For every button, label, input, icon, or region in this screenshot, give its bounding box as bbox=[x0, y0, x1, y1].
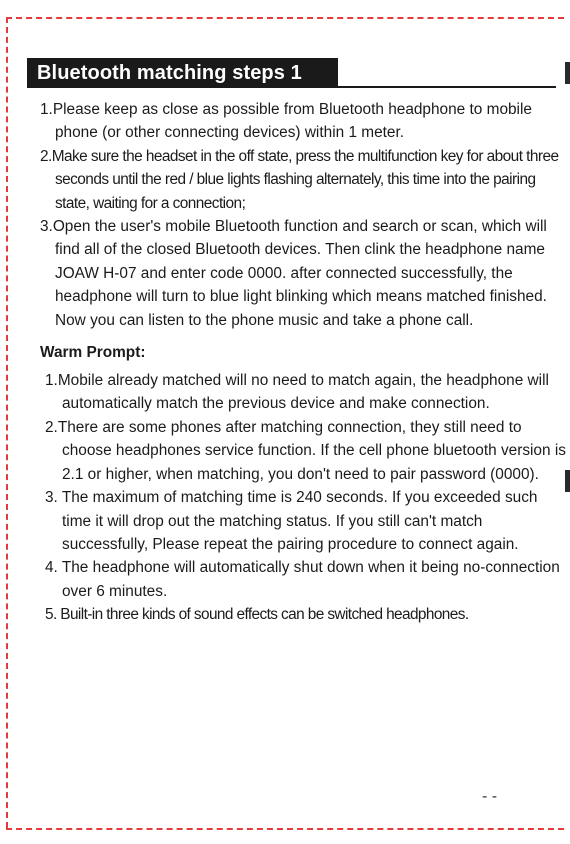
warm-prompt-list bbox=[0, 369, 570, 626]
title-underline bbox=[338, 86, 556, 88]
prompt-item: 4. The headphone will automatically shut down when it being no-connection over 6 minutes. bbox=[45, 559, 560, 600]
warm-prompt-heading: Warm Prompt: bbox=[40, 344, 146, 362]
page-mark: - - bbox=[482, 788, 498, 805]
section-title: Bluetooth matching steps 1 bbox=[27, 58, 338, 88]
prompt-item: 2.There are some phones after matching connection, they still need to choose headphones service function. If the cell phone bluetooth version is 2.1 or higher, when matching, you don't need to pair password (0000). bbox=[45, 418, 566, 483]
step-item: 3.Open the user's mobile Bluetooth function and search or scan, which will find all of the closed Bluetooth devices. Then clink the headphone name JOAW H-07 and enter code 0000. after connected successfully, the headphone will turn to blue light blinking which means matched finished. Now you can listen to the phone music and take a phone call. bbox=[40, 218, 547, 329]
prompt-item: 5. Built-in three kinds of sound effects can be switched headphones. bbox=[45, 606, 469, 624]
matching-steps-list bbox=[0, 98, 570, 332]
step-item: 2.Make sure the headset in the off state, press the multifunction key for about three seconds until the red / blue lights flashing alternately, this time into the pairing state, waiting for a connection; bbox=[40, 147, 559, 212]
edge-mark-top bbox=[565, 62, 570, 84]
dashed-border-bottom bbox=[6, 828, 564, 830]
step-item: 1.Please keep as close as possible from Bluetooth headphone to mobile phone (or other connecting devices) within 1 meter. bbox=[40, 101, 532, 142]
dashed-border-top bbox=[6, 17, 564, 19]
manual-content bbox=[0, 98, 570, 627]
prompt-item: 1.Mobile already matched will no need to match again, the headphone will automatically match the previous device and make connection. bbox=[45, 372, 549, 413]
prompt-item: 3. The maximum of matching time is 240 seconds. If you exceeded such time it will drop out the matching status. If you still can't match successfully, Please repeat the pairing procedure to connect again. bbox=[45, 489, 538, 553]
